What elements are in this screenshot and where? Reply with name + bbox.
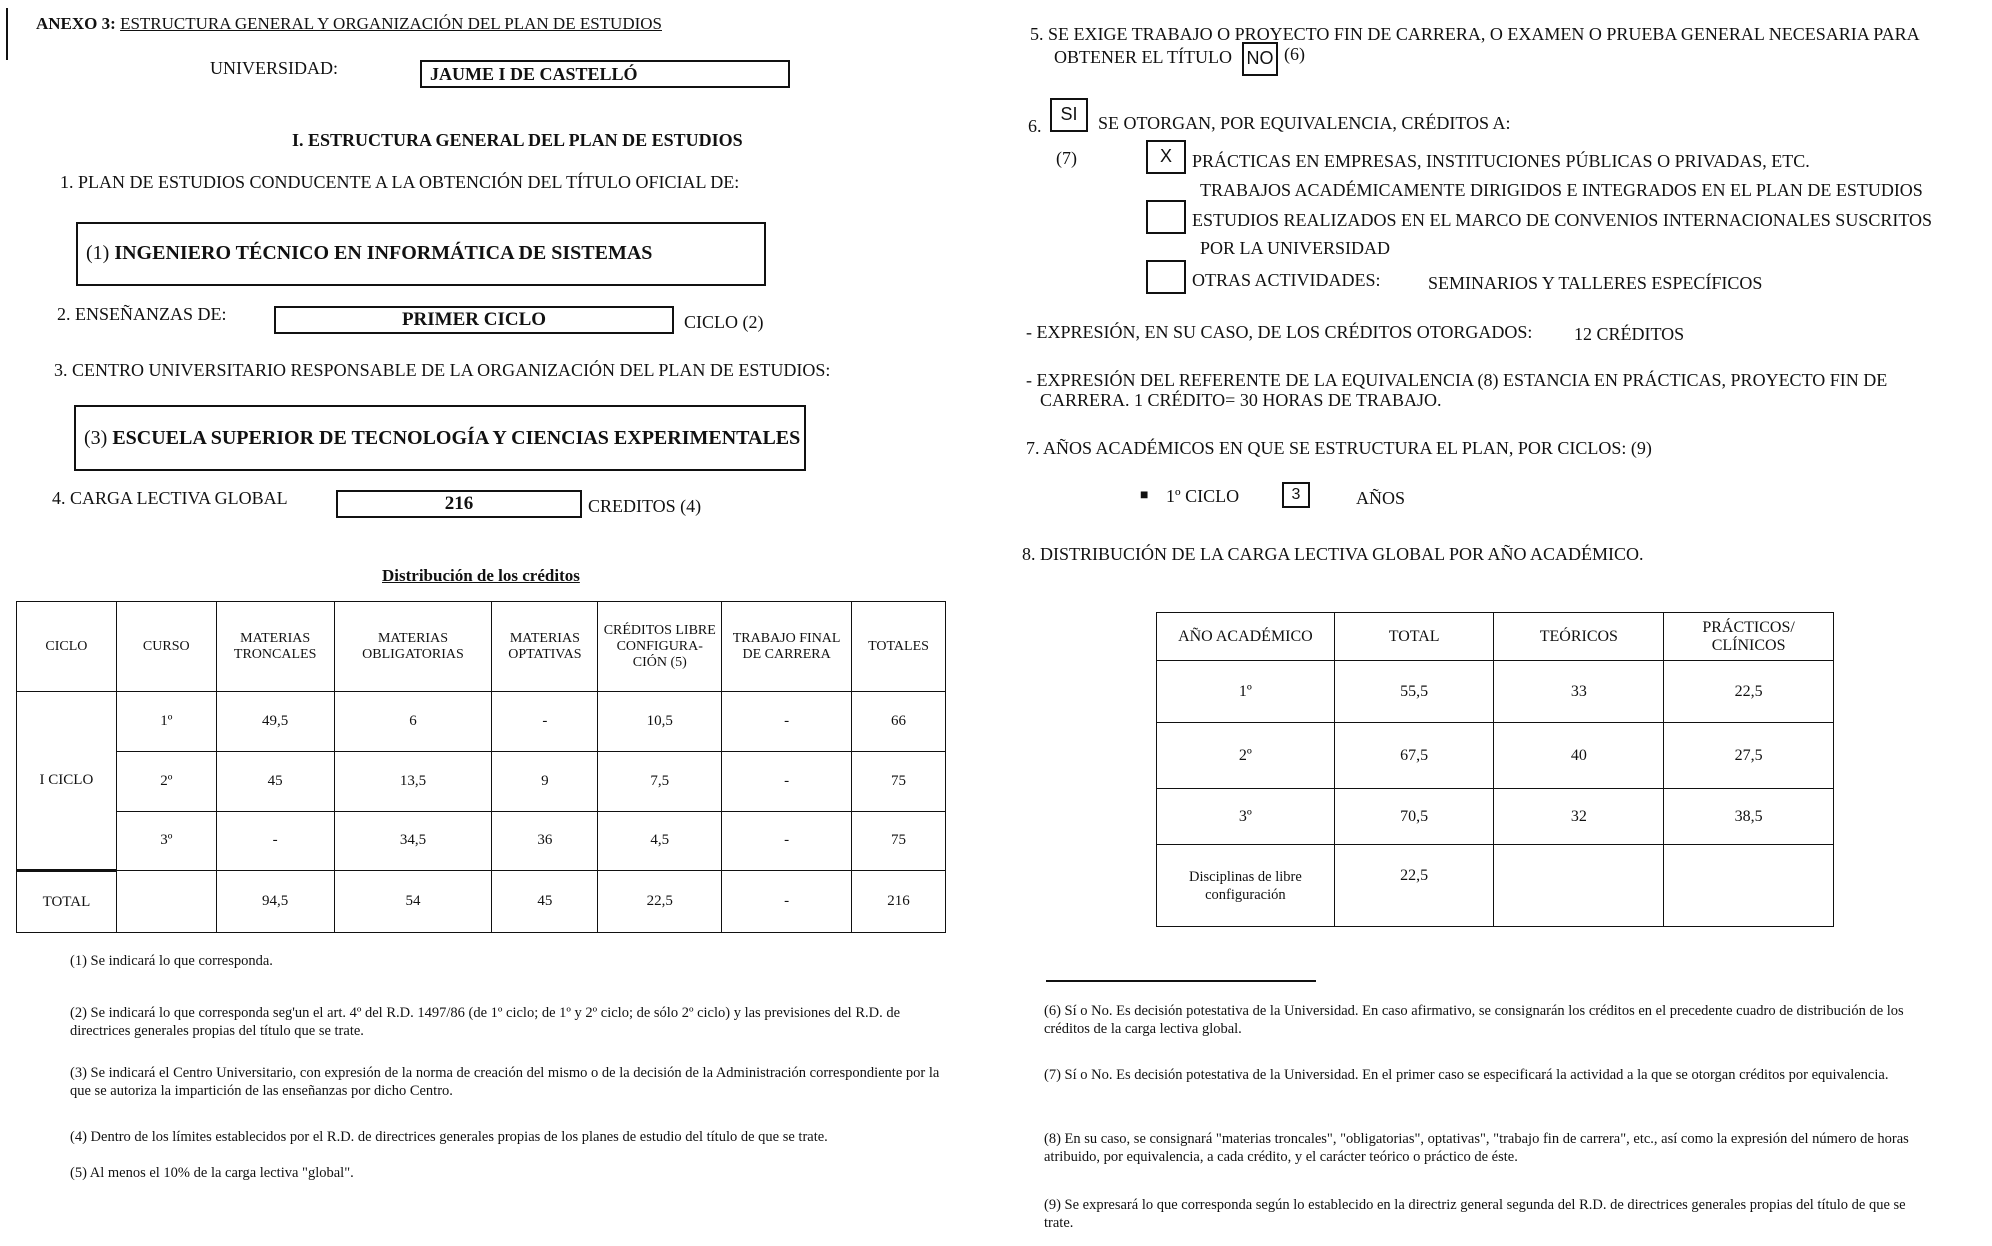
exam-required-value: NO [1246,48,1274,68]
item2-label: 2. ENSEÑANZAS DE: [57,304,227,324]
table-row [1157,661,1834,723]
footnote: (5) Al menos el 10% de la carga lectiva "global". [70,1165,354,1181]
annex-title: ESTRUCTURA GENERAL Y ORGANIZACIÓN DEL PLAN DE ESTUDIOS [120,14,662,33]
equivalence-value: SI [1060,104,1078,124]
practicas-checkbox [1146,140,1186,174]
cycle-field [274,306,674,334]
equivalence-box [1050,98,1088,132]
years-box [1282,482,1310,508]
table-row [1157,789,1834,845]
years-value: 3 [1291,486,1301,503]
table-cell: 40 [1494,723,1664,789]
credits-table-title: Distribución de los créditos [382,566,580,585]
table-cell: 216 [852,871,946,933]
table-cell: 1º [1157,661,1335,723]
expr1-value: 12 CRÉDITOS [1574,324,1685,344]
degree-value: INGENIERO TÉCNICO EN INFORMÁTICA DE SISTEMAS [114,242,653,264]
footnote: (3) Se indicará el Centro Universitario, con expresión de la norma de creación del mismo o de la decisión de la Administración correspondiente por la que se autoriza la impartición de las enseñanzas por dicho Centro. [70,1065,940,1099]
table-cell: 33 [1494,661,1664,723]
otras-label: OTRAS ACTIVIDADES: [1192,270,1381,290]
table-cell: 3º [1157,789,1335,845]
item4-suffix: CREDITOS (4) [588,496,702,516]
table-cell: 49,5 [216,692,334,752]
item3-prefix: (3) [84,427,108,449]
col-header: CICLO [17,602,117,692]
table-cell: - [492,692,598,752]
table-cell: Disciplinas de libre configuración [1157,845,1335,927]
table-cell: 38,5 [1664,789,1834,845]
exam-required-box [1242,42,1278,76]
item3-label: 3. CENTRO UNIVERSITARIO RESPONSABLE DE LA ORGANIZACIÓN DEL PLAN DE ESTUDIOS: [54,360,831,380]
table-cell [116,871,216,933]
center-value: ESCUELA SUPERIOR DE TECNOLOGÍA Y CIENCIAS EXPERIMENTALES [112,427,801,449]
expr2-line2: CARRERA. 1 CRÉDITO= 30 HORAS DE TRABAJO. [1040,390,1442,410]
item5-note: (6) [1284,44,1305,64]
section-title: I. ESTRUCTURA GENERAL DEL PLAN DE ESTUDIOS [292,130,743,150]
expr1-label: - EXPRESIÓN, EN SU CASO, DE LOS CRÉDITOS OTORGADOS: [1026,322,1533,342]
item4-label: 4. CARGA LECTIVA GLOBAL [52,488,288,508]
table-cell: 32 [1494,789,1664,845]
table-cell: 22,5 [1334,845,1494,927]
university-label: UNIVERSIDAD: [210,58,338,78]
item2-suffix: CICLO (2) [684,312,764,332]
col-header: PRÁCTICOS/ CLÍNICOS [1664,613,1834,661]
table-cell: 67,5 [1334,723,1494,789]
footnote: (9) Se expresará lo que corresponda según lo establecido en la directriz general segunda del R.D. de directrices generales propias del título de que se trate. [1044,1197,1906,1231]
table-cell: 3º [116,811,216,871]
table-cell: - [722,871,852,933]
credits-header-row [17,602,946,692]
col-header: TEÓRICOS [1494,613,1664,661]
table-cell: 2º [1157,723,1335,789]
table-cell: 22,5 [598,871,722,933]
table-cell: 55,5 [1334,661,1494,723]
table-cell: 75 [852,752,946,812]
table-cell: - [722,692,852,752]
table-cell: 6 [334,692,492,752]
item1-label: 1. PLAN DE ESTUDIOS CONDUCENTE A LA OBTENCIÓN DEL TÍTULO OFICIAL DE: [60,172,740,192]
table-cell: 9 [492,752,598,812]
table-cell: - [722,811,852,871]
table-cell: 2º [116,752,216,812]
item6-label: SE OTORGAN, POR EQUIVALENCIA, CRÉDITOS A: [1098,113,1511,133]
convenios-label: ESTUDIOS REALIZADOS EN EL MARCO DE CONVENIOS INTERNACIONALES SUSCRITOS [1192,210,1933,230]
table-cell: - [722,752,852,812]
table-cell [1494,845,1664,927]
convenios-label-2: POR LA UNIVERSIDAD [1200,238,1391,258]
footnote: (7) Sí o No. Es decisión potestativa de la Universidad. En el primer caso se especificará la actividad a la que se otorgan créditos por equivalencia. [1044,1067,1889,1083]
otras-checkbox [1146,260,1186,294]
table-cell: 66 [852,692,946,752]
table-cell: 22,5 [1664,661,1834,723]
item7-suffix: AÑOS [1356,488,1406,508]
center-field [74,405,806,471]
footnote: (4) Dentro de los límites establecidos por el R.D. de directrices generales propias de los planes de estudio del título de que se trate. [70,1129,828,1145]
footnote: (2) Se indicará lo que corresponda seg'un el art. 4º del R.D. 1497/86 (de 1º ciclo; de 1º y 2º ciclo; de sólo 2º ciclo) y las previsiones del R.D. de directrices generales propias del título que se trate. [70,1005,901,1039]
university-value: JAUME I DE CASTELLÓ [430,64,638,84]
annex-label: ANEXO 3: [36,14,116,33]
table-cell: 54 [334,871,492,933]
year-table [1156,612,1834,927]
table-row [1157,845,1834,927]
table-cell: 1º [116,692,216,752]
table-cell: 94,5 [216,871,334,933]
credits-table [16,601,946,933]
expr2-line1: - EXPRESIÓN DEL REFERENTE DE LA EQUIVALENCIA (8) ESTANCIA EN PRÁCTICAS, PROYECTO FIN DE [1026,370,1888,390]
item6-note: (7) [1056,148,1077,168]
convenios-checkbox [1146,200,1186,234]
footnote: (8) En su caso, se consignará "materias troncales", "obligatorias", optativas", "trabajo fin de carrera", etc., así como la expresión del número de horas atribuido, por equivalencia, a cada crédito, y el carácter teórico o práctico de éste. [1044,1131,1909,1165]
table-row [1157,723,1834,789]
col-header: AÑO ACADÉMICO [1157,613,1335,661]
table-cell: 27,5 [1664,723,1834,789]
table-cell: 45 [216,752,334,812]
item7-bullet: ■ [1140,488,1149,503]
practicas-mark: X [1159,146,1172,166]
table-cell: 34,5 [334,811,492,871]
table-cell [1664,845,1834,927]
col-header: CRÉDITOS LIBRE CONFIGURA-CIÓN (5) [598,602,722,692]
table-cell: 4,5 [598,811,722,871]
item8-label: 8. DISTRIBUCIÓN DE LA CARGA LECTIVA GLOBAL POR AÑO ACADÉMICO. [1022,544,1644,564]
table-cell: TOTAL [17,871,117,933]
col-header: MATERIAS OBLIGATORIAS [334,602,492,692]
total-row [17,871,946,933]
cycle-value: PRIMER CICLO [401,309,547,330]
col-header: MATERIAS OPTATIVAS [492,602,598,692]
table-cell: 10,5 [598,692,722,752]
margin-mark [6,8,8,60]
table-cell: 70,5 [1334,789,1494,845]
col-header: MATERIAS TRONCALES [216,602,334,692]
load-field [336,490,582,518]
annex-heading [36,14,662,34]
ciclo-cell: I CICLO [17,692,117,871]
table-cell: 36 [492,811,598,871]
col-header: TOTAL [1334,613,1494,661]
table-cell: 45 [492,871,598,933]
table-row [17,752,946,812]
table-cell: 7,5 [598,752,722,812]
table-cell: - [216,811,334,871]
item1-prefix: (1) [86,242,110,264]
year-header-row [1157,613,1834,661]
footnote: (6) Sí o No. Es decisión potestativa de la Universidad. En caso afirmativo, se consignarán los créditos en el precedente cuadro de distribución de los créditos de la carga lectiva global. [1044,1003,1904,1037]
table-row [17,692,946,752]
footnote-divider [1046,980,1316,982]
item6-number: 6. [1028,116,1042,136]
item7-label: 7. AÑOS ACADÉMICOS EN QUE SE ESTRUCTURA EL PLAN, POR CICLOS: (9) [1026,438,1652,458]
item5-label: OBTENER EL TÍTULO [1054,47,1232,67]
load-value: 216 [444,493,474,514]
trabajos-label: TRABAJOS ACADÉMICAMENTE DIRIGIDOS E INTEGRADOS EN EL PLAN DE ESTUDIOS [1200,180,1923,200]
col-header: TOTALES [852,602,946,692]
item5-line2 [1054,47,1232,68]
table-cell: 13,5 [334,752,492,812]
table-cell: 75 [852,811,946,871]
university-field [420,60,790,88]
item5-line1: 5. SE EXIGE TRABAJO O PROYECTO FIN DE CARRERA, O EXAMEN O PRUEBA GENERAL NECESARIA PARA [1030,24,1920,44]
practicas-label: PRÁCTICAS EN EMPRESAS, INSTITUCIONES PÚBLICAS O PRIVADAS, ETC. [1192,151,1810,171]
degree-field [76,222,766,286]
otras-value: SEMINARIOS Y TALLERES ESPECÍFICOS [1428,273,1763,293]
table-row [17,811,946,871]
footnote: (1) Se indicará lo que corresponda. [70,953,273,969]
item7-ciclo: 1º CICLO [1166,486,1240,506]
col-header: TRABAJO FINAL DE CARRERA [722,602,852,692]
col-header: CURSO [116,602,216,692]
